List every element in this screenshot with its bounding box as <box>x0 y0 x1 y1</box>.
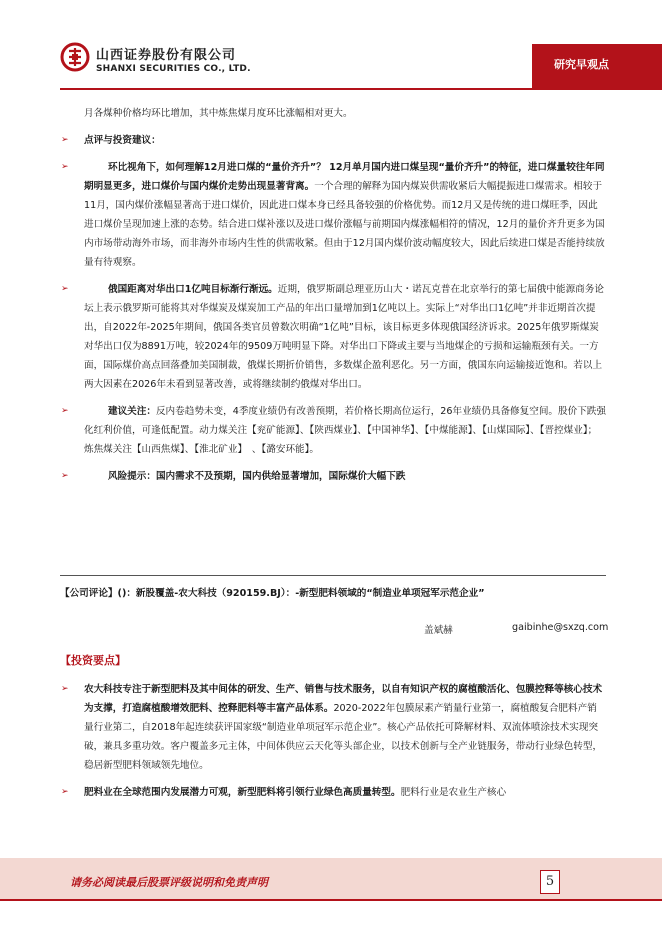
arrow-bullet-icon: ➢ <box>61 684 69 694</box>
arrow-bullet-icon: ➢ <box>61 162 69 172</box>
paragraph-import-coal-text: 一个合理的解释为国内煤炭供需收紧后大幅提振进口煤需求。相较于11月，国内煤价涨幅显著高于进口煤价，因此进口煤本身已经具备较强的价格优势。而12月又是传统的进口煤旺季，因此进口煤价呈现加速上涨的态势。结合进口煤补涨以及进口煤价涨幅与前期国内煤涨幅相符的情况，12月的量价齐升更多为国内市场带动海外市场，而非海外市场内生性的供需收紧。但由于12月国内煤价波动幅度较大，因此后续进口煤是否能持续放量有待观察。 <box>84 181 605 268</box>
company-comment-title: 【公司评论】()：新股覆盖-农大科技（920159.BJ）：-新型肥料领域的“制造业单项冠军示范企业” <box>60 588 485 599</box>
paragraph-russia-export-bold: 俄国距离对华出口1亿吨目标渐行渐远。 <box>108 284 278 295</box>
review-heading-text: 点评与投资建议： <box>84 135 161 146</box>
author-email: gaibinhe@sxzq.com <box>512 622 609 633</box>
point-industry-bold: 肥料业在全球范围内发展潜力可观，新型肥料将引领行业绿色高质量转型。 <box>84 787 401 798</box>
page-header <box>0 0 662 104</box>
paragraph-russia-export-text: 近期，俄罗斯副总理亚历山大・诺瓦克普在北京举行的第七届俄中能源商务论坛上表示俄罗斯可能将其对华煤炭及煤炭加工产品的年出口量增加到1亿吨以上。实际上“对华出口1亿吨”并非近期首次提出，自2022年-2025年期间，俄国各类官员曾数次明确“1亿吨”目标，该目标更多体现俄国经济诉求。2025年俄罗斯煤炭对华出口仅为8891万吨，较2024年的9509万吨明显下降。对华出口下降或主要与当地煤企的亏损和运输瓶颈有关。一方面，国际煤价高点回落叠加美国制裁，俄煤长期折价销售，多数煤企盈利恶化。另一方面，俄国东向运输接近饱和。若以上两大因素在2026年未看到显著改善，或将继续制约俄煤对华出口。 <box>84 284 604 390</box>
point-company-profile-bold: 农大科技专注于新型肥料及其中间体的研发、生产、销售与技术服务，以自有知识产权的腐植酸活化、包膜控释等核心技术为支撑，打造腐植酸增效肥料、控释肥料等丰富产品体系。 <box>84 684 603 714</box>
shanxi-securities-logo-icon <box>60 42 90 72</box>
arrow-bullet-icon: ➢ <box>61 135 69 145</box>
arrow-bullet-icon: ➢ <box>61 787 69 797</box>
section-divider <box>60 575 606 576</box>
arrow-bullet-icon: ➢ <box>61 406 69 416</box>
paragraph-risk-bold: 风险提示：国内需求不及预期，国内供给显著增加，国际煤价大幅下跌 <box>108 471 406 482</box>
author-name: 盖斌赫 <box>424 625 453 636</box>
arrow-bullet-icon: ➢ <box>61 471 69 481</box>
paragraph-recommendation-text: 反内卷趋势未变，4季度业绩仍有改善预期，若价格长期高位运行，26年业绩仍具备修复空间。股价下跌强化红利价值，可逢低配置。动力煤关注【兖矿能源】、【陕西煤业】、【中国神华】、【中煤能源】、【山煤国际】、【晋控煤业】；炼焦煤关注【山西焦煤】、【淮北矿业】 、【潞安环能】。 <box>84 406 606 455</box>
point-company-profile-text: 2020-2022年包膜尿素产销量行业第一，腐植酸复合肥料产销量行业第二，自2018年起连续获评国家级“制造业单项冠军示范企业”。核心产品依托可降解材料、双流体喷涂技术实现突破，兼具多重功效。客户覆盖多元主体，中间体供应云天化等头部企业，以技术创新与全产业链服务，带动行业绿色转型，稳居新型肥料领域领先地位。 <box>84 703 603 771</box>
paragraph-recommendation <box>60 402 606 459</box>
point-industry <box>60 783 606 802</box>
section-tag <box>532 44 662 90</box>
company-name-cn: 山西证券股份有限公司 <box>96 48 237 63</box>
investment-points-title: 【投资要点】 <box>60 654 126 667</box>
footer-disclaimer: 请务必阅读最后股票评级说明和免责声明 <box>70 876 268 889</box>
arrow-bullet-icon: ➢ <box>61 284 69 294</box>
review-heading <box>60 131 606 150</box>
main-content <box>60 104 606 486</box>
investment-points <box>60 672 606 802</box>
paragraph-russia-export <box>60 280 606 394</box>
paragraph-risk <box>60 467 606 486</box>
page-number: 5 <box>545 874 555 889</box>
paragraph-import-coal-bold: 环比视角下，如何理解12月进口煤的“量价齐升”？ 12月单月国内进口煤呈现“量价齐升”的特征，进口煤量较往年同期明显更多，进口煤价与国内煤价走势出现显著背离。 <box>84 162 605 192</box>
paragraph-import-coal <box>60 158 606 272</box>
continuation-text: 月各煤种价格均环比增加，其中炼焦煤月度环比涨幅相对更大。 <box>84 108 353 119</box>
point-industry-text: 肥料行业是农业生产核心 <box>400 787 507 798</box>
footer-divider <box>0 899 662 901</box>
header-divider <box>60 88 532 90</box>
company-name-en: SHANXI SECURITIES CO., LTD. <box>96 64 251 74</box>
paragraph-recommendation-bold: 建议关注： <box>108 406 156 417</box>
point-company-profile <box>60 680 606 775</box>
section-tag-label: 研究早观点 <box>554 58 609 71</box>
page-number-box <box>540 870 560 894</box>
